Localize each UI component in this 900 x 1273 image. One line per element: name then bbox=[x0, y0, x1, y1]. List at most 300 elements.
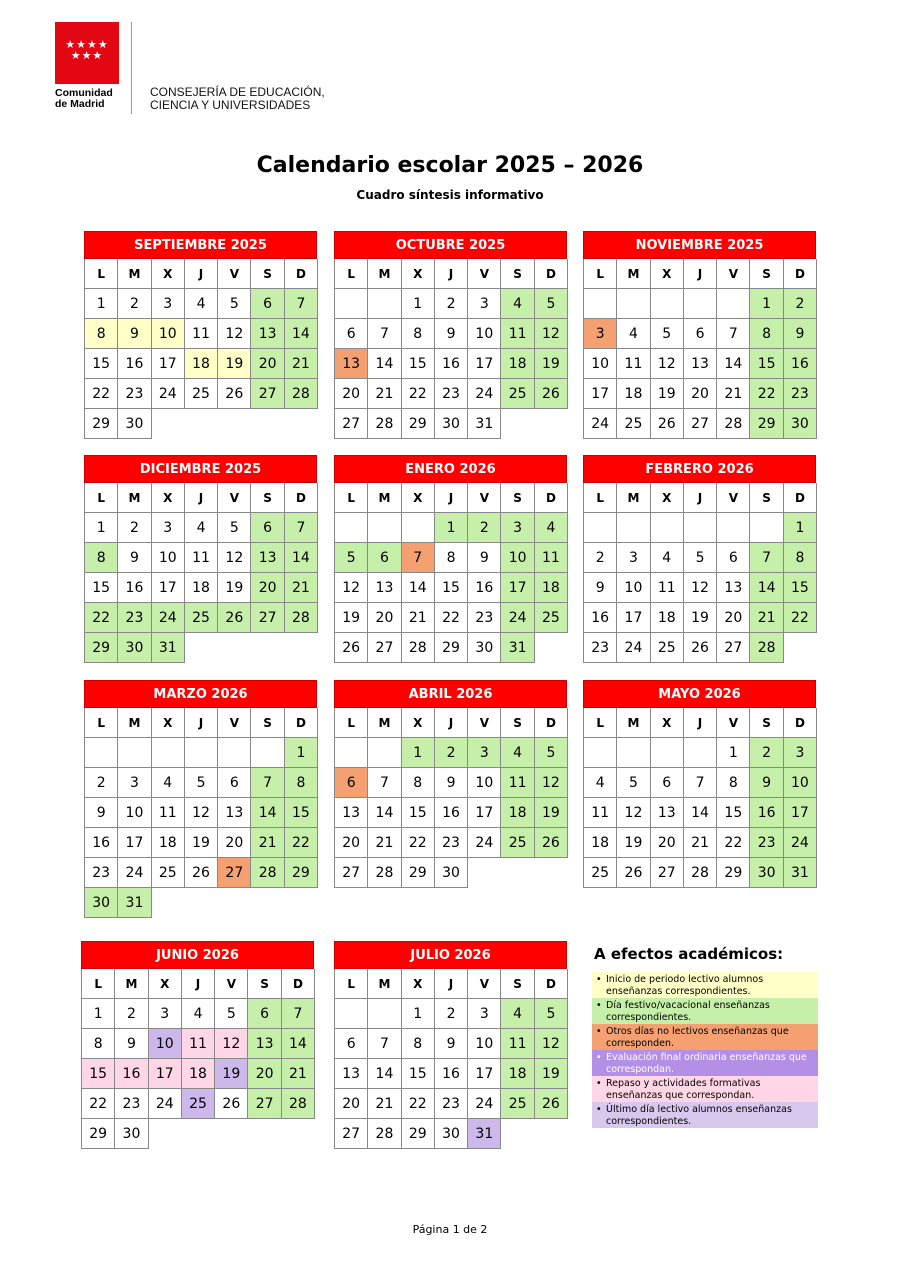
legend-text: Otros días no lectivos enseñanzas que corresponden. bbox=[606, 1026, 789, 1049]
day-cell: 24 bbox=[152, 379, 185, 409]
day-cell: 9 bbox=[115, 1029, 148, 1059]
day-cell: 22 bbox=[402, 828, 435, 858]
day-cell: 3 bbox=[501, 513, 534, 543]
day-cell: 5 bbox=[535, 999, 568, 1029]
day-cell: 2 bbox=[435, 738, 468, 768]
day-cell: 23 bbox=[468, 603, 501, 633]
weekday-header: J bbox=[435, 969, 468, 999]
empty-cell bbox=[501, 409, 534, 439]
day-cell: 2 bbox=[468, 513, 501, 543]
day-cell: 3 bbox=[584, 319, 617, 349]
day-cell: 3 bbox=[468, 738, 501, 768]
day-cell: 24 bbox=[501, 603, 534, 633]
day-cell: 20 bbox=[368, 603, 401, 633]
empty-cell bbox=[285, 409, 318, 439]
month-title: MAYO 2026 bbox=[583, 680, 816, 708]
day-cell: 20 bbox=[684, 379, 717, 409]
day-cell: 8 bbox=[717, 768, 750, 798]
weekday-header: M bbox=[368, 708, 401, 738]
day-cell: 12 bbox=[218, 543, 251, 573]
day-cell: 18 bbox=[501, 349, 534, 379]
day-cell: 4 bbox=[501, 289, 534, 319]
weekday-header: V bbox=[717, 483, 750, 513]
day-cell: 15 bbox=[784, 573, 817, 603]
day-cell: 4 bbox=[185, 289, 218, 319]
day-cell: 18 bbox=[501, 1059, 534, 1089]
month-title: DICIEMBRE 2025 bbox=[84, 455, 317, 483]
day-cell: 1 bbox=[85, 289, 118, 319]
day-cell: 8 bbox=[402, 319, 435, 349]
day-cell: 19 bbox=[215, 1059, 248, 1089]
day-cell: 3 bbox=[149, 999, 182, 1029]
month-grid bbox=[583, 708, 816, 888]
bullet-icon: • bbox=[596, 1078, 602, 1089]
weekday-header: D bbox=[535, 259, 568, 289]
month-grid bbox=[334, 969, 567, 1149]
day-cell: 18 bbox=[584, 828, 617, 858]
day-cell: 6 bbox=[335, 319, 368, 349]
day-cell: 13 bbox=[717, 573, 750, 603]
day-cell: 10 bbox=[468, 319, 501, 349]
day-cell: 23 bbox=[118, 379, 151, 409]
weekday-header: V bbox=[215, 969, 248, 999]
day-cell: 9 bbox=[750, 768, 783, 798]
weekday-header: J bbox=[684, 708, 717, 738]
empty-cell bbox=[185, 633, 218, 663]
weekday-header: S bbox=[251, 259, 284, 289]
empty-cell bbox=[535, 633, 568, 663]
day-cell: 28 bbox=[282, 1089, 315, 1119]
day-cell: 28 bbox=[368, 409, 401, 439]
day-cell: 16 bbox=[584, 603, 617, 633]
day-cell: 9 bbox=[468, 543, 501, 573]
day-cell: 19 bbox=[218, 349, 251, 379]
day-cell: 17 bbox=[149, 1059, 182, 1089]
day-cell: 28 bbox=[717, 409, 750, 439]
day-cell: 3 bbox=[152, 289, 185, 319]
day-cell: 29 bbox=[82, 1119, 115, 1149]
department-line-2: CIENCIA Y UNIVERSIDADES bbox=[150, 98, 311, 112]
weekday-header: L bbox=[335, 969, 368, 999]
day-cell: 19 bbox=[185, 828, 218, 858]
weekday-header: L bbox=[335, 259, 368, 289]
day-cell: 18 bbox=[535, 573, 568, 603]
day-cell: 28 bbox=[368, 858, 401, 888]
legend-item bbox=[592, 1050, 818, 1076]
day-cell: 8 bbox=[784, 543, 817, 573]
weekday-header: M bbox=[368, 259, 401, 289]
weekday-header: S bbox=[501, 483, 534, 513]
empty-cell bbox=[218, 888, 251, 918]
day-cell: 23 bbox=[784, 379, 817, 409]
weekday-header: D bbox=[784, 708, 817, 738]
day-cell: 10 bbox=[617, 573, 650, 603]
day-cell: 30 bbox=[750, 858, 783, 888]
month-title: SEPTIEMBRE 2025 bbox=[84, 231, 317, 259]
day-cell: 14 bbox=[684, 798, 717, 828]
empty-cell bbox=[501, 858, 534, 888]
day-cell: 18 bbox=[152, 828, 185, 858]
day-cell: 29 bbox=[750, 409, 783, 439]
weekday-header: V bbox=[468, 483, 501, 513]
day-cell: 11 bbox=[535, 543, 568, 573]
day-cell: 26 bbox=[218, 603, 251, 633]
day-cell: 12 bbox=[218, 319, 251, 349]
weekday-header: J bbox=[435, 259, 468, 289]
day-cell: 2 bbox=[784, 289, 817, 319]
day-cell: 26 bbox=[218, 379, 251, 409]
weekday-header: L bbox=[85, 708, 118, 738]
empty-cell bbox=[584, 738, 617, 768]
day-cell: 28 bbox=[368, 1119, 401, 1149]
day-cell: 13 bbox=[651, 798, 684, 828]
day-cell: 21 bbox=[684, 828, 717, 858]
month-title: MARZO 2026 bbox=[84, 680, 317, 708]
day-cell: 1 bbox=[402, 738, 435, 768]
day-cell: 20 bbox=[251, 573, 284, 603]
empty-cell bbox=[248, 1119, 281, 1149]
day-cell: 13 bbox=[218, 798, 251, 828]
day-cell: 31 bbox=[468, 1119, 501, 1149]
logo-line-2: de Madrid bbox=[55, 98, 105, 110]
weekday-header: D bbox=[285, 259, 318, 289]
day-cell: 10 bbox=[149, 1029, 182, 1059]
day-cell: 13 bbox=[684, 349, 717, 379]
weekday-header: D bbox=[285, 483, 318, 513]
day-cell: 25 bbox=[185, 379, 218, 409]
empty-cell bbox=[468, 858, 501, 888]
day-cell: 24 bbox=[152, 603, 185, 633]
day-cell: 11 bbox=[501, 319, 534, 349]
empty-cell bbox=[617, 738, 650, 768]
day-cell: 18 bbox=[185, 349, 218, 379]
department-name bbox=[150, 86, 325, 112]
day-cell: 20 bbox=[717, 603, 750, 633]
day-cell: 20 bbox=[251, 349, 284, 379]
month-grid bbox=[583, 259, 816, 439]
day-cell: 13 bbox=[368, 573, 401, 603]
weekday-header: X bbox=[152, 259, 185, 289]
day-cell: 8 bbox=[85, 543, 118, 573]
logo-text bbox=[55, 88, 113, 110]
empty-cell bbox=[684, 738, 717, 768]
day-cell: 12 bbox=[215, 1029, 248, 1059]
day-cell: 7 bbox=[402, 543, 435, 573]
month-calendar bbox=[583, 231, 816, 439]
day-cell: 1 bbox=[402, 289, 435, 319]
day-cell: 17 bbox=[501, 573, 534, 603]
day-cell: 9 bbox=[584, 573, 617, 603]
day-cell: 10 bbox=[501, 543, 534, 573]
empty-cell bbox=[368, 738, 401, 768]
day-cell: 11 bbox=[584, 798, 617, 828]
empty-cell bbox=[335, 999, 368, 1029]
day-cell: 20 bbox=[335, 1089, 368, 1119]
day-cell: 11 bbox=[182, 1029, 215, 1059]
day-cell: 26 bbox=[617, 858, 650, 888]
day-cell: 15 bbox=[750, 349, 783, 379]
day-cell: 3 bbox=[468, 999, 501, 1029]
day-cell: 15 bbox=[717, 798, 750, 828]
day-cell: 6 bbox=[218, 768, 251, 798]
day-cell: 17 bbox=[468, 1059, 501, 1089]
day-cell: 25 bbox=[182, 1089, 215, 1119]
weekday-header: M bbox=[368, 969, 401, 999]
day-cell: 31 bbox=[118, 888, 151, 918]
month-title: ABRIL 2026 bbox=[334, 680, 567, 708]
weekday-header: D bbox=[285, 708, 318, 738]
weekday-header: L bbox=[584, 483, 617, 513]
stars-icon: ★★★★ ★★★ bbox=[65, 39, 109, 62]
day-cell: 6 bbox=[684, 319, 717, 349]
day-cell: 22 bbox=[784, 603, 817, 633]
day-cell: 8 bbox=[285, 768, 318, 798]
day-cell: 2 bbox=[750, 738, 783, 768]
weekday-header: L bbox=[584, 259, 617, 289]
day-cell: 20 bbox=[335, 828, 368, 858]
day-cell: 26 bbox=[535, 1089, 568, 1119]
empty-cell bbox=[282, 1119, 315, 1149]
day-cell: 7 bbox=[717, 319, 750, 349]
day-cell: 14 bbox=[368, 798, 401, 828]
weekday-header: V bbox=[468, 259, 501, 289]
day-cell: 17 bbox=[584, 379, 617, 409]
day-cell: 17 bbox=[468, 798, 501, 828]
day-cell: 25 bbox=[651, 633, 684, 663]
day-cell: 17 bbox=[784, 798, 817, 828]
legend-text: Último día lectivo alumnos enseñanzas correspondientes. bbox=[606, 1104, 792, 1127]
month-calendar bbox=[84, 455, 317, 663]
day-cell: 22 bbox=[750, 379, 783, 409]
day-cell: 29 bbox=[85, 409, 118, 439]
day-cell: 12 bbox=[185, 798, 218, 828]
day-cell: 1 bbox=[285, 738, 318, 768]
month-grid bbox=[334, 259, 567, 439]
month-calendar bbox=[334, 455, 567, 663]
day-cell: 7 bbox=[251, 768, 284, 798]
empty-cell bbox=[285, 888, 318, 918]
legend-item bbox=[592, 1102, 818, 1128]
day-cell: 7 bbox=[750, 543, 783, 573]
day-cell: 27 bbox=[684, 409, 717, 439]
day-cell: 11 bbox=[185, 543, 218, 573]
day-cell: 13 bbox=[251, 319, 284, 349]
day-cell: 5 bbox=[617, 768, 650, 798]
day-cell: 14 bbox=[402, 573, 435, 603]
weekday-header: D bbox=[784, 259, 817, 289]
day-cell: 5 bbox=[535, 738, 568, 768]
empty-cell bbox=[285, 633, 318, 663]
day-cell: 4 bbox=[501, 999, 534, 1029]
day-cell: 29 bbox=[402, 409, 435, 439]
empty-cell bbox=[218, 633, 251, 663]
day-cell: 24 bbox=[468, 828, 501, 858]
weekday-header: D bbox=[535, 969, 568, 999]
day-cell: 6 bbox=[251, 513, 284, 543]
day-cell: 25 bbox=[584, 858, 617, 888]
day-cell: 26 bbox=[684, 633, 717, 663]
day-cell: 2 bbox=[85, 768, 118, 798]
day-cell: 27 bbox=[248, 1089, 281, 1119]
day-cell: 8 bbox=[750, 319, 783, 349]
weekday-header: M bbox=[617, 708, 650, 738]
day-cell: 9 bbox=[435, 768, 468, 798]
day-cell: 15 bbox=[285, 798, 318, 828]
weekday-header: V bbox=[218, 708, 251, 738]
month-title: NOVIEMBRE 2025 bbox=[583, 231, 816, 259]
month-calendar bbox=[583, 455, 816, 663]
day-cell: 23 bbox=[85, 858, 118, 888]
day-cell: 27 bbox=[251, 379, 284, 409]
bullet-icon: • bbox=[596, 974, 602, 985]
weekday-header: J bbox=[684, 259, 717, 289]
month-grid bbox=[84, 708, 317, 918]
legend-text: Evaluación final ordinaria enseñanzas que correspondan. bbox=[606, 1052, 807, 1075]
day-cell: 27 bbox=[717, 633, 750, 663]
weekday-header: X bbox=[402, 708, 435, 738]
day-cell: 25 bbox=[501, 379, 534, 409]
month-title: JULIO 2026 bbox=[334, 941, 567, 969]
day-cell: 21 bbox=[368, 379, 401, 409]
day-cell: 17 bbox=[468, 349, 501, 379]
weekday-header: L bbox=[85, 483, 118, 513]
day-cell: 3 bbox=[468, 289, 501, 319]
day-cell: 6 bbox=[251, 289, 284, 319]
weekday-header: D bbox=[784, 483, 817, 513]
weekday-header: D bbox=[282, 969, 315, 999]
day-cell: 5 bbox=[218, 289, 251, 319]
weekday-header: S bbox=[750, 708, 783, 738]
day-cell: 6 bbox=[335, 768, 368, 798]
day-cell: 29 bbox=[402, 1119, 435, 1149]
day-cell: 4 bbox=[501, 738, 534, 768]
weekday-header: X bbox=[152, 708, 185, 738]
day-cell: 14 bbox=[750, 573, 783, 603]
weekday-header: J bbox=[185, 483, 218, 513]
weekday-header: X bbox=[651, 259, 684, 289]
empty-cell bbox=[651, 513, 684, 543]
day-cell: 7 bbox=[285, 289, 318, 319]
day-cell: 30 bbox=[115, 1119, 148, 1149]
day-cell: 26 bbox=[535, 828, 568, 858]
day-cell: 14 bbox=[368, 349, 401, 379]
day-cell: 18 bbox=[651, 603, 684, 633]
day-cell: 27 bbox=[335, 858, 368, 888]
day-cell: 9 bbox=[85, 798, 118, 828]
day-cell: 2 bbox=[118, 513, 151, 543]
day-cell: 7 bbox=[684, 768, 717, 798]
empty-cell bbox=[185, 738, 218, 768]
legend-item bbox=[592, 1024, 818, 1050]
bullet-icon: • bbox=[596, 1104, 602, 1115]
empty-cell bbox=[717, 513, 750, 543]
day-cell: 30 bbox=[435, 858, 468, 888]
day-cell: 20 bbox=[335, 379, 368, 409]
legend-item bbox=[592, 1076, 818, 1102]
empty-cell bbox=[784, 633, 817, 663]
day-cell: 29 bbox=[402, 858, 435, 888]
day-cell: 7 bbox=[285, 513, 318, 543]
day-cell: 21 bbox=[717, 379, 750, 409]
day-cell: 15 bbox=[85, 573, 118, 603]
day-cell: 8 bbox=[85, 319, 118, 349]
bullet-icon: • bbox=[596, 1000, 602, 1011]
day-cell: 12 bbox=[651, 349, 684, 379]
day-cell: 20 bbox=[651, 828, 684, 858]
day-cell: 12 bbox=[684, 573, 717, 603]
day-cell: 27 bbox=[251, 603, 284, 633]
day-cell: 17 bbox=[152, 573, 185, 603]
empty-cell bbox=[368, 999, 401, 1029]
month-title: FEBRERO 2026 bbox=[583, 455, 816, 483]
day-cell: 12 bbox=[535, 1029, 568, 1059]
legend-text: Inicio de periodo lectivo alumnos enseñanzas correspondientes. bbox=[606, 974, 764, 997]
empty-cell bbox=[501, 1119, 534, 1149]
day-cell: 29 bbox=[435, 633, 468, 663]
day-cell: 29 bbox=[85, 633, 118, 663]
weekday-header: S bbox=[251, 483, 284, 513]
day-cell: 16 bbox=[468, 573, 501, 603]
day-cell: 15 bbox=[85, 349, 118, 379]
day-cell: 24 bbox=[468, 1089, 501, 1119]
month-calendar bbox=[81, 941, 314, 1149]
month-title: OCTUBRE 2025 bbox=[334, 231, 567, 259]
day-cell: 19 bbox=[684, 603, 717, 633]
day-cell: 14 bbox=[368, 1059, 401, 1089]
day-cell: 5 bbox=[335, 543, 368, 573]
day-cell: 19 bbox=[535, 1059, 568, 1089]
day-cell: 24 bbox=[149, 1089, 182, 1119]
day-cell: 25 bbox=[617, 409, 650, 439]
day-cell: 10 bbox=[468, 1029, 501, 1059]
empty-cell bbox=[185, 409, 218, 439]
day-cell: 14 bbox=[717, 349, 750, 379]
day-cell: 13 bbox=[335, 798, 368, 828]
empty-cell bbox=[584, 513, 617, 543]
day-cell: 31 bbox=[501, 633, 534, 663]
empty-cell bbox=[684, 289, 717, 319]
bullet-icon: • bbox=[596, 1052, 602, 1063]
day-cell: 5 bbox=[535, 289, 568, 319]
logo-line-1: Comunidad bbox=[55, 87, 113, 99]
day-cell: 18 bbox=[617, 379, 650, 409]
day-cell: 15 bbox=[402, 349, 435, 379]
day-cell: 5 bbox=[684, 543, 717, 573]
day-cell: 30 bbox=[118, 633, 151, 663]
weekday-header: S bbox=[248, 969, 281, 999]
month-calendar bbox=[84, 231, 317, 439]
day-cell: 1 bbox=[784, 513, 817, 543]
day-cell: 2 bbox=[584, 543, 617, 573]
day-cell: 26 bbox=[535, 379, 568, 409]
weekday-header: S bbox=[750, 483, 783, 513]
weekday-header: J bbox=[684, 483, 717, 513]
day-cell: 1 bbox=[750, 289, 783, 319]
day-cell: 22 bbox=[82, 1089, 115, 1119]
day-cell: 15 bbox=[435, 573, 468, 603]
day-cell: 4 bbox=[152, 768, 185, 798]
day-cell: 28 bbox=[750, 633, 783, 663]
empty-cell bbox=[251, 888, 284, 918]
day-cell: 7 bbox=[368, 768, 401, 798]
weekday-header: J bbox=[185, 259, 218, 289]
day-cell: 21 bbox=[402, 603, 435, 633]
weekday-header: X bbox=[402, 259, 435, 289]
empty-cell bbox=[185, 888, 218, 918]
day-cell: 26 bbox=[651, 409, 684, 439]
day-cell: 19 bbox=[651, 379, 684, 409]
weekday-header: L bbox=[335, 483, 368, 513]
